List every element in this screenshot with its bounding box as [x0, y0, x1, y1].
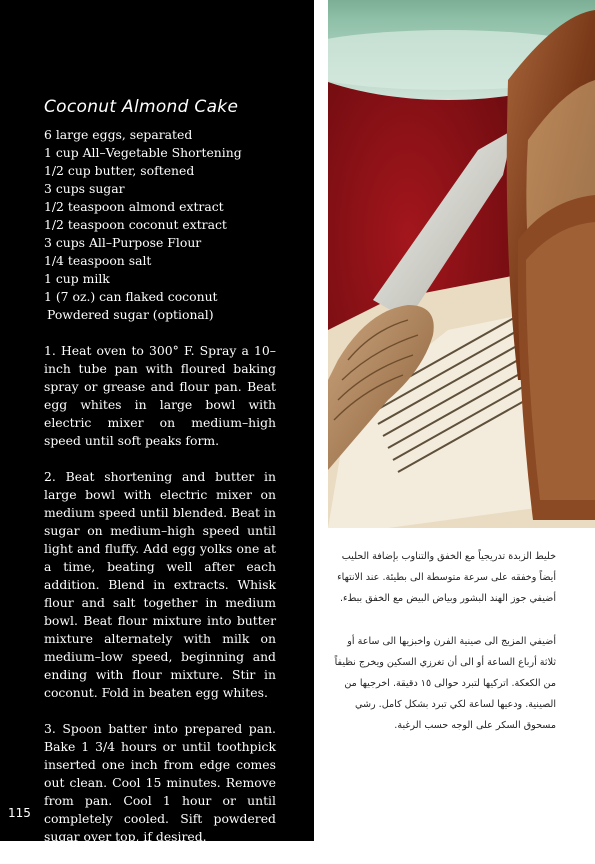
- recipe-title: Coconut Almond Cake: [44, 97, 239, 118]
- ingredient-item: 3 cups sugar: [44, 181, 125, 196]
- ingredient-item: 1/2 teaspoon almond extract: [44, 199, 224, 214]
- instructions: [44, 342, 276, 864]
- ingredient-item: 1 cup All–Vegetable Shortening: [44, 145, 242, 160]
- instruction-step: 2. Beat shortening and butter in large bowl with electric mixer on medium speed until blended. Beat in sugar on medium–high speed until light and fluffy. Add egg yolks one at a time, beating well after each addition. Blend in extracts. Whisk flour and salt together in medium bowl. Beat flour mixture into butter mixture alternately with milk on medium–low speed, beginning and ending with flour mixture. Stir in coconut. Fold in beaten egg whites.: [44, 469, 276, 700]
- page-number: 115: [8, 806, 31, 820]
- instruction-step: 3. Spoon batter into prepared pan. Bake 1 3/4 hours or until toothpick inserted one inch from edge comes out clean. Cool 15 minutes. Remove from pan. Cool 1 hour or until completely cooled. Sift powdered sugar over top, if desired.: [44, 721, 276, 844]
- ingredient-item: 1 (7 oz.) can flaked coconut: [44, 289, 218, 304]
- ingredient-item: 1/4 teaspoon salt: [44, 253, 152, 268]
- arabic-translation: [332, 546, 556, 758]
- cake-photo: [328, 0, 595, 528]
- ingredient-list: [44, 126, 284, 324]
- ingredient-item: 1/2 cup butter, softened: [44, 163, 195, 178]
- ingredient-item: 3 cups All–Purpose Flour: [44, 235, 202, 250]
- instruction-step: 1. Heat oven to 300° F. Spray a 10–inch tube pan with floured baking spray or grease and flour pan. Beat egg whites in large bowl with electric mixer on medium–high speed until soft peaks form.: [44, 343, 276, 448]
- ingredient-item: 6 large eggs, separated: [44, 127, 193, 142]
- arabic-paragraph: أضيفي المزيج الى صينية الفرن واخبزيها الى ساعة أو ثلاثة أرباع الساعة أو الى أن تغرزي السكين ويخرج نظيفاً من الكعكة. اتركيها لتبرد حوالى ١٥ دقيقة. اخرجيها من الصينية. ودعيها لساعة لكي تبرد بشكل كامل. رشي مسحوق السكر على الوجه حسب الرغبة.: [334, 636, 556, 731]
- cake-photo-image: [328, 0, 595, 528]
- ingredient-item: 1 cup milk: [44, 271, 110, 286]
- ingredient-item: 1/2 teaspoon coconut extract: [44, 217, 227, 232]
- ingredient-item: Powdered sugar (optional): [47, 307, 214, 322]
- arabic-paragraph: خليط الزبدة تدريجياً مع الخفق والتناوب بإضافة الحليب أيضاً وخفقه على سرعة متوسطة الى بطيئة. عند الانتهاء أضيفي جوز الهند البشور وبياض البيض مع الخفق ببطء.: [337, 551, 556, 604]
